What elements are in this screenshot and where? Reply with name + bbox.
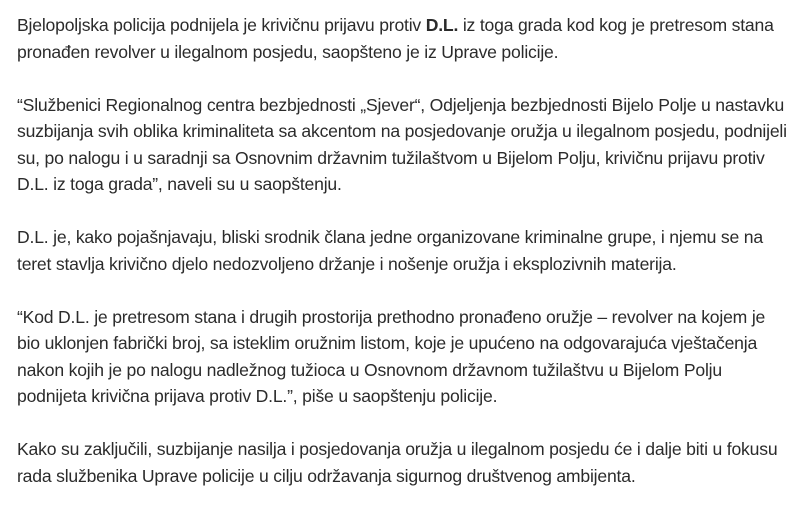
intro-text-start: Bjelopoljska policija podnijela je krivičnu prijavu protiv	[17, 15, 426, 35]
paragraph-quote-2: “Kod D.L. je pretresom stana i drugih prostorija prethodno pronađeno oružje – revolver na kojem je bio uklonjen fabrički broj, sa isteklim oružnim listom, koje je upućeno na odgovarajuća vještačenja nakon kojih je po nalogu nadležnog tužioca u Osnovnom državnom tužilaštvu u Bijelom Polju podnijeta krivična prijava protiv D.L.”, piše u saopštenju policije.	[17, 306, 766, 406]
article-body	[17, 12, 787, 489]
paragraph-quote-1: “Službenici Regionalnog centra bezbjednosti „Sjever“, Odjeljenja bezbjednosti Bijelo Polje u nastavku suzbijanja svih oblika kriminaliteta sa akcentom na posjedovanje oružja u ilegalnom posjedu, podnijeli su, po nalogu i u saradnji sa Osnovnim državnim tužilaštvom u Bijelom Polju, krivičnu prijavu protiv D.L. iz toga grada”, naveli su u saopštenju.	[17, 94, 787, 194]
paragraph-suspect-info: D.L. je, kako pojašnjavaju, bliski srodnik člana jedne organizovane kriminalne grupe, i njemu se na teret stavlja krivično djelo nedozvoljeno držanje i nošenje oružja i eksplozivnih materija.	[17, 227, 763, 274]
paragraph-conclusion: Kako su zaključili, suzbijanje nasilja i posjedovanja oružja u ilegalnom posjedu će i dalje biti u fokusu rada službenika Uprave policije u cilju održavanja sigurnog društvenog ambijenta.	[17, 439, 778, 486]
paragraph-intro	[17, 12, 787, 65]
intro-text-end: iz toga grada kod kog je pretresom stana pronađen revolver u ilegalnom posjedu, saopšteno je iz Uprave policije.	[17, 15, 774, 62]
suspect-initials: D.L.	[425, 15, 459, 35]
